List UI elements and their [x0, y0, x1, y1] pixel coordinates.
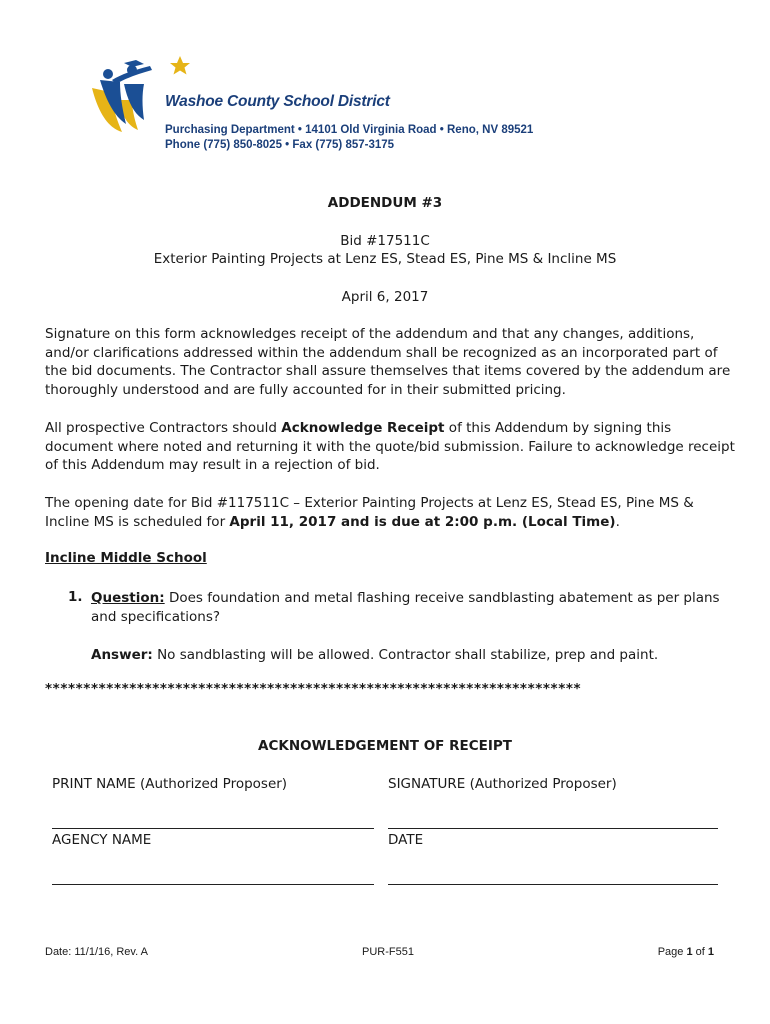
date-label: DATE [388, 832, 424, 848]
question-label: Question: [91, 590, 165, 606]
page-current: 1 [686, 946, 693, 958]
star-icon [170, 56, 190, 75]
footer-page-number [658, 946, 714, 958]
answer-label: Answer: [91, 647, 153, 663]
addendum-date: April 6, 2017 [341, 289, 429, 305]
print-name-label: PRINT NAME (Authorized Proposer) [52, 776, 288, 792]
addendum-title: ADDENDUM #3 [327, 195, 443, 211]
question [91, 589, 731, 626]
project-title: Exterior Painting Projects at Lenz ES, Stead ES, Pine MS & Incline MS [153, 251, 617, 267]
bid-number: Bid #17511C [340, 233, 430, 249]
page-of: of [692, 946, 708, 958]
print-name-line[interactable] [52, 828, 374, 829]
agency-name-line[interactable] [52, 884, 374, 885]
section-title: Incline Middle School [45, 550, 207, 566]
paragraph-text: . [615, 513, 620, 530]
answer [91, 646, 731, 665]
paragraph-bold-text: Acknowledge Receipt [281, 420, 445, 436]
agency-name-label: AGENCY NAME [52, 832, 152, 848]
separator-line: ********************************************************************** [45, 681, 582, 697]
footer-date-rev: Date: 11/1/16, Rev. A [45, 946, 148, 958]
footer-form-id: PUR-F551 [362, 946, 414, 958]
paragraph-text: of this Addendum by signing this document where noted and returning it with the quote/bid submission. Failure to acknowledge receipt of this Addendum may result in a rejection of bid. [45, 420, 735, 473]
date-line[interactable] [388, 884, 718, 885]
answer-text: No sandblasting will be allowed. Contractor shall stabilize, prep and paint. [152, 647, 659, 663]
page-prefix: Page [657, 946, 687, 958]
question-number: 1. [68, 589, 83, 605]
paragraph-acknowledge [45, 419, 735, 475]
org-phone: Phone (775) 850-8025 • Fax (775) 857-3175 [165, 139, 395, 151]
paragraph-signature-terms: Signature on this form acknowledges receipt of the addendum and that any changes, additions, and/or clarifications addressed within the addendum shall be recognized as an incorporated part of the bid documents. The Contractor shall assure themselves that items covered by the addendum are thoroughly understood and are fully accounted for in their submitted pricing. [45, 326, 731, 398]
org-name: Washoe County School District [165, 93, 390, 110]
logo-figure-head [103, 69, 113, 79]
org-address: Purchasing Department • 14101 Old Virginia Road • Reno, NV 89521 [165, 124, 534, 136]
acknowledgement-title: ACKNOWLEDGEMENT OF RECEIPT [258, 738, 512, 754]
logo-cap [124, 60, 144, 67]
paragraph-text: The opening date for Bid #117511C – Exterior Painting Projects at Lenz ES, Stead ES, Pine MS & Incline MS is scheduled for [45, 495, 694, 530]
paragraph-bold-text: April 11, 2017 and is due at 2:00 p.m. (Local Time) [229, 513, 616, 530]
question-text: Does foundation and metal flashing receive sandblasting abatement as per plans and specifications? [91, 590, 720, 625]
signature-line[interactable] [388, 828, 718, 829]
paragraph-opening-date [45, 494, 735, 531]
page-total: 1 [707, 946, 714, 958]
signature-label: SIGNATURE (Authorized Proposer) [388, 776, 617, 792]
paragraph-text: All prospective Contractors should [45, 420, 282, 436]
